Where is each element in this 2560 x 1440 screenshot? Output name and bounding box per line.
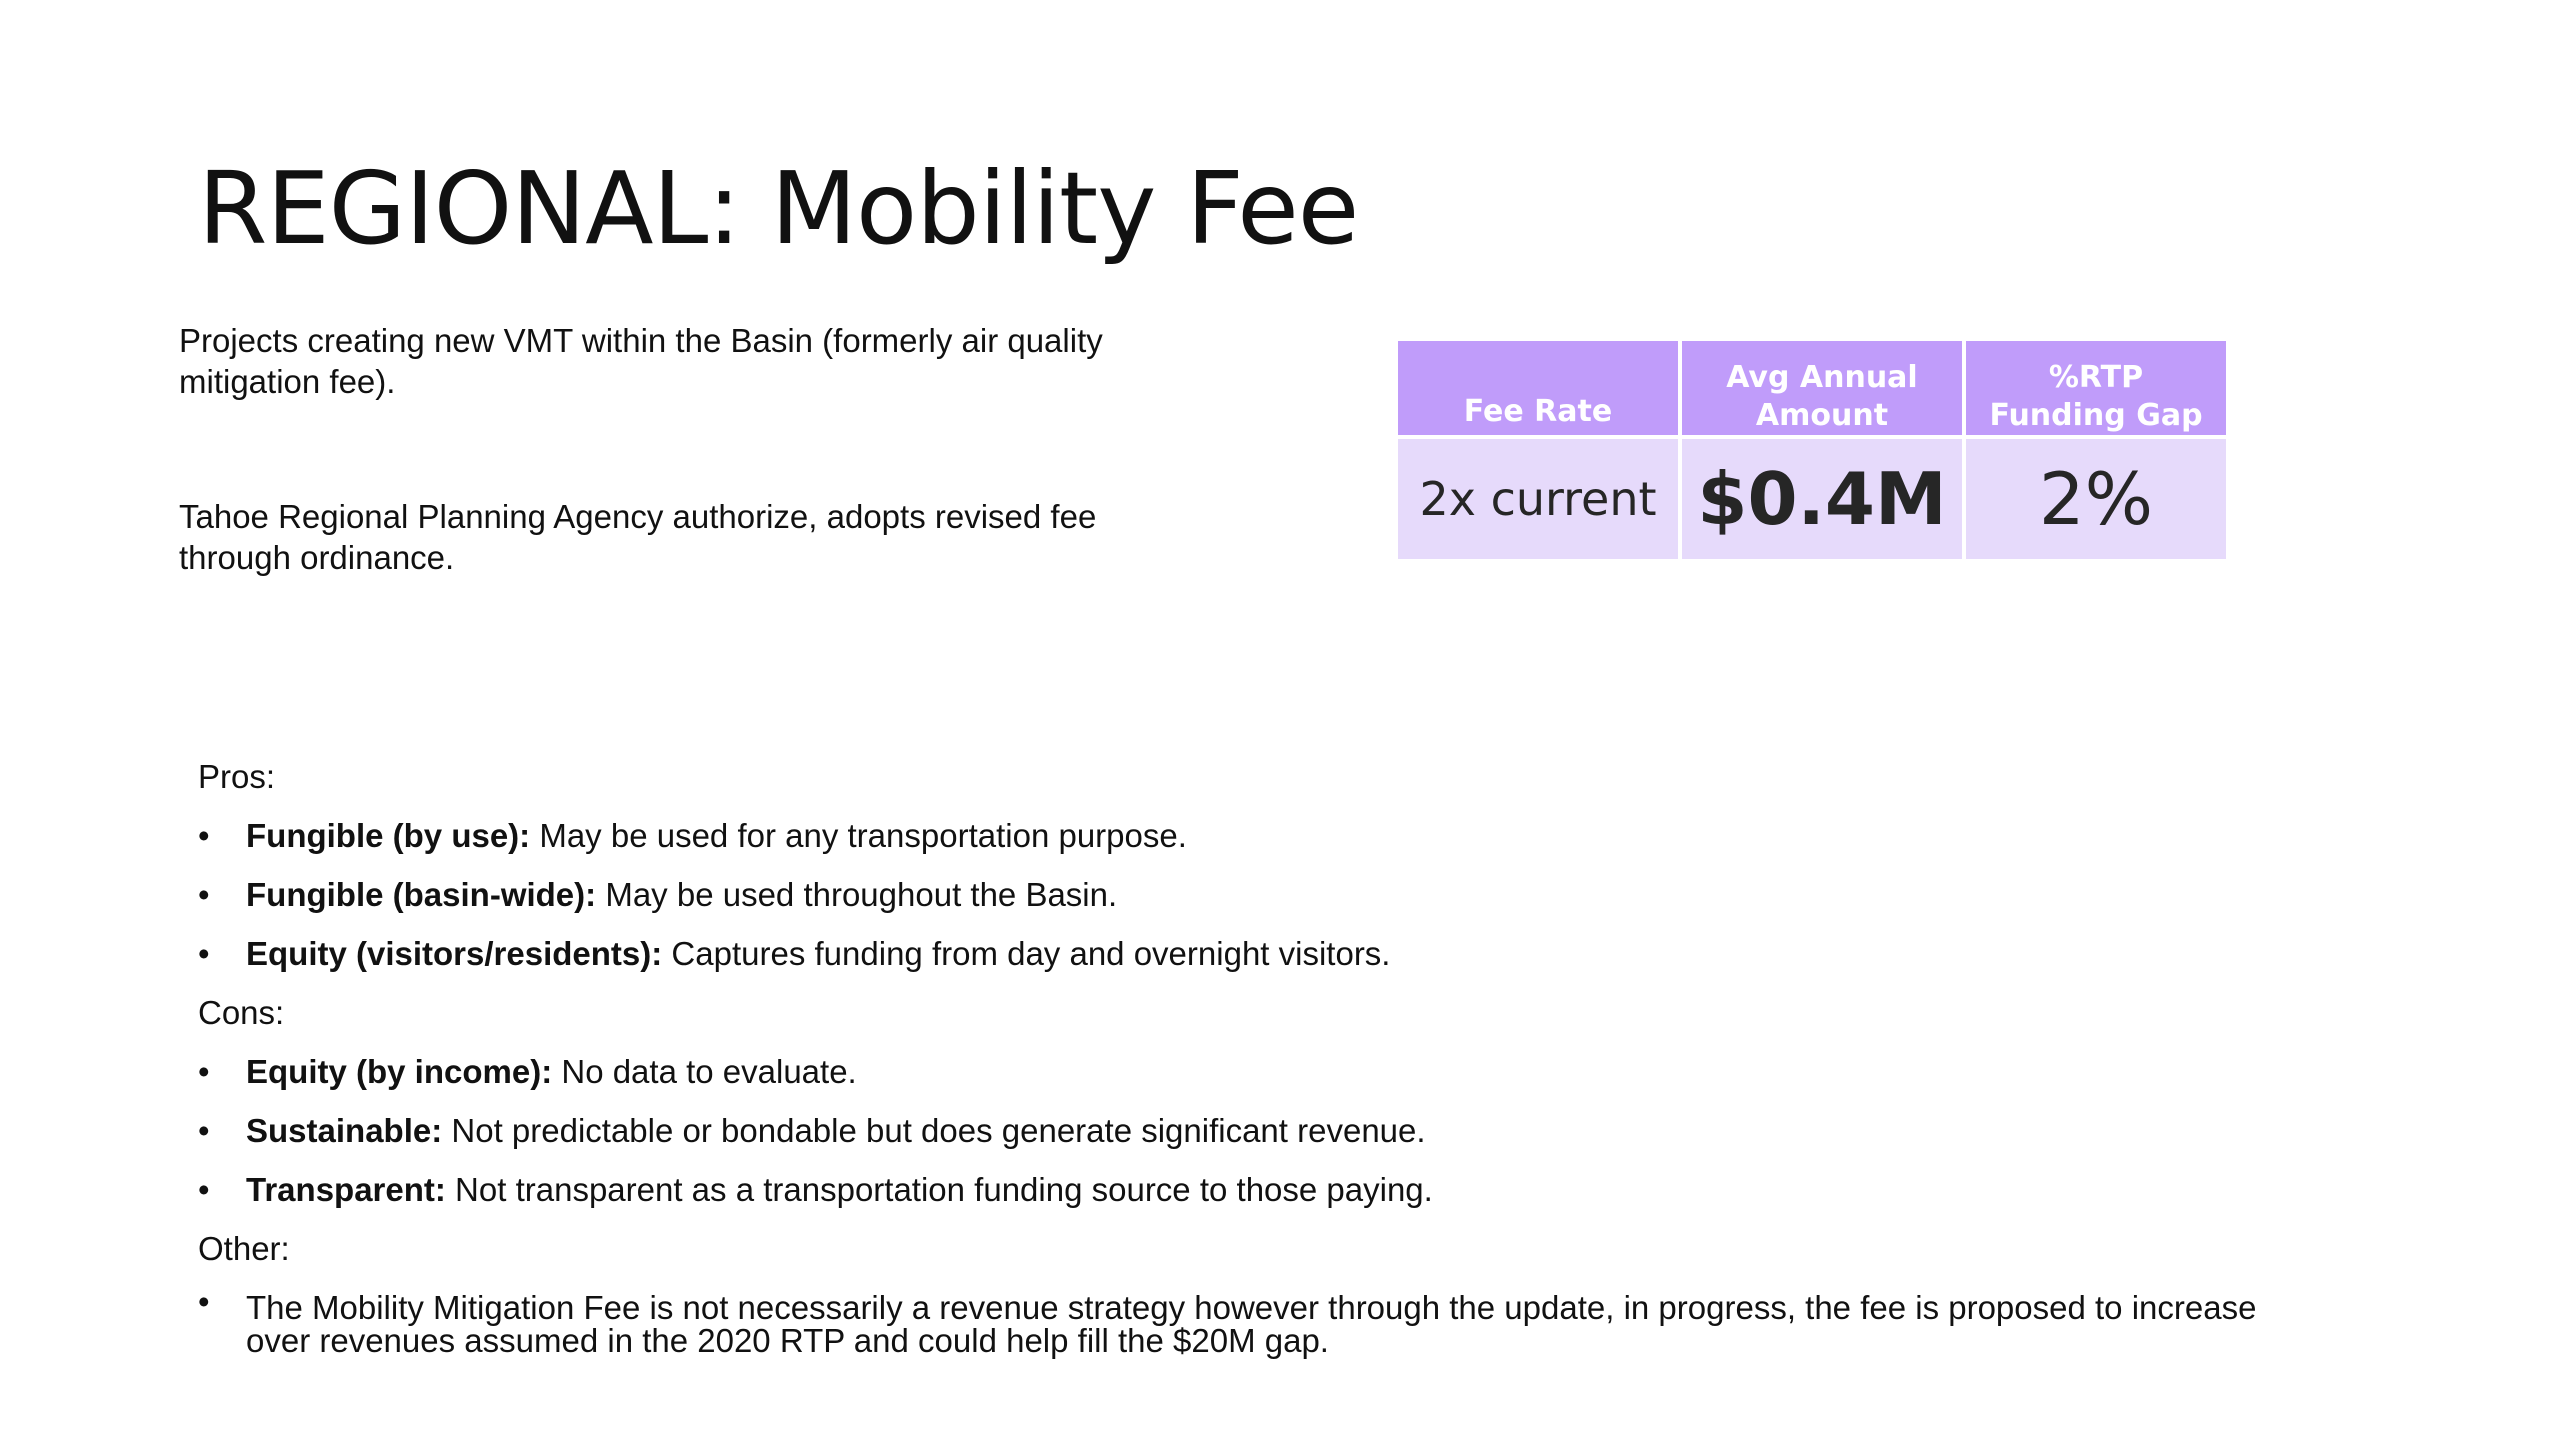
header-rtp-funding-gap: %RTP Funding Gap [1966, 341, 2226, 435]
pros-label: Pros: [198, 758, 276, 795]
table-header-row [1398, 341, 2226, 435]
item-text: Captures funding from day and overnight visitors. [662, 935, 1391, 972]
list-item [198, 813, 2278, 872]
header-avg-annual-amount: Avg Annual Amount [1682, 341, 1962, 435]
header-fee-rate: Fee Rate [1398, 341, 1678, 435]
cell-fee-rate: 2x current [1398, 439, 1678, 559]
description-trpa: Tahoe Regional Planning Agency authorize, adopts revised fee through ordinance. [179, 498, 1097, 576]
list-item [198, 1285, 2278, 1357]
item-text: Not transparent as a transportation funding source to those paying. [445, 1171, 1433, 1208]
fee-summary-table [1394, 337, 2230, 563]
table-row [1398, 439, 2226, 559]
slide-title: REGIONAL: Mobility Fee [198, 150, 1359, 267]
item-text: The Mobility Mitigation Fee is not necessarily a revenue strategy however through the update, in progress, the fee is proposed to increase over revenues assumed in the 2020 RTP and could help fill the $20M gap. [246, 1289, 2257, 1359]
list-item [198, 931, 2278, 990]
item-text: May be used throughout the Basin. [596, 876, 1118, 913]
item-term: Equity (visitors/residents): [246, 935, 663, 972]
description-vmt: Projects creating new VMT within the Basin (formerly air quality mitigation fee). [179, 322, 1103, 400]
item-term: Equity (by income): [246, 1053, 553, 1090]
item-term: Transparent: [246, 1171, 446, 1208]
cons-label: Cons: [198, 994, 285, 1031]
list-item [198, 872, 2278, 931]
other-label: Other: [198, 1230, 290, 1267]
item-text: No data to evaluate. [552, 1053, 857, 1090]
list-item [198, 1108, 2278, 1167]
pros-cons-list [198, 754, 2278, 1357]
list-item [198, 1167, 2278, 1226]
item-text: Not predictable or bondable but does generate significant revenue. [442, 1112, 1426, 1149]
list-item [198, 1049, 2278, 1108]
item-text: May be used for any transportation purpose. [530, 817, 1187, 854]
item-term: Sustainable: [246, 1112, 443, 1149]
item-term: Fungible (by use): [246, 817, 531, 854]
cell-rtp-funding-gap: 2% [1966, 439, 2226, 559]
cell-avg-annual-amount: $0.4M [1682, 439, 1962, 559]
item-term: Fungible (basin-wide): [246, 876, 597, 913]
